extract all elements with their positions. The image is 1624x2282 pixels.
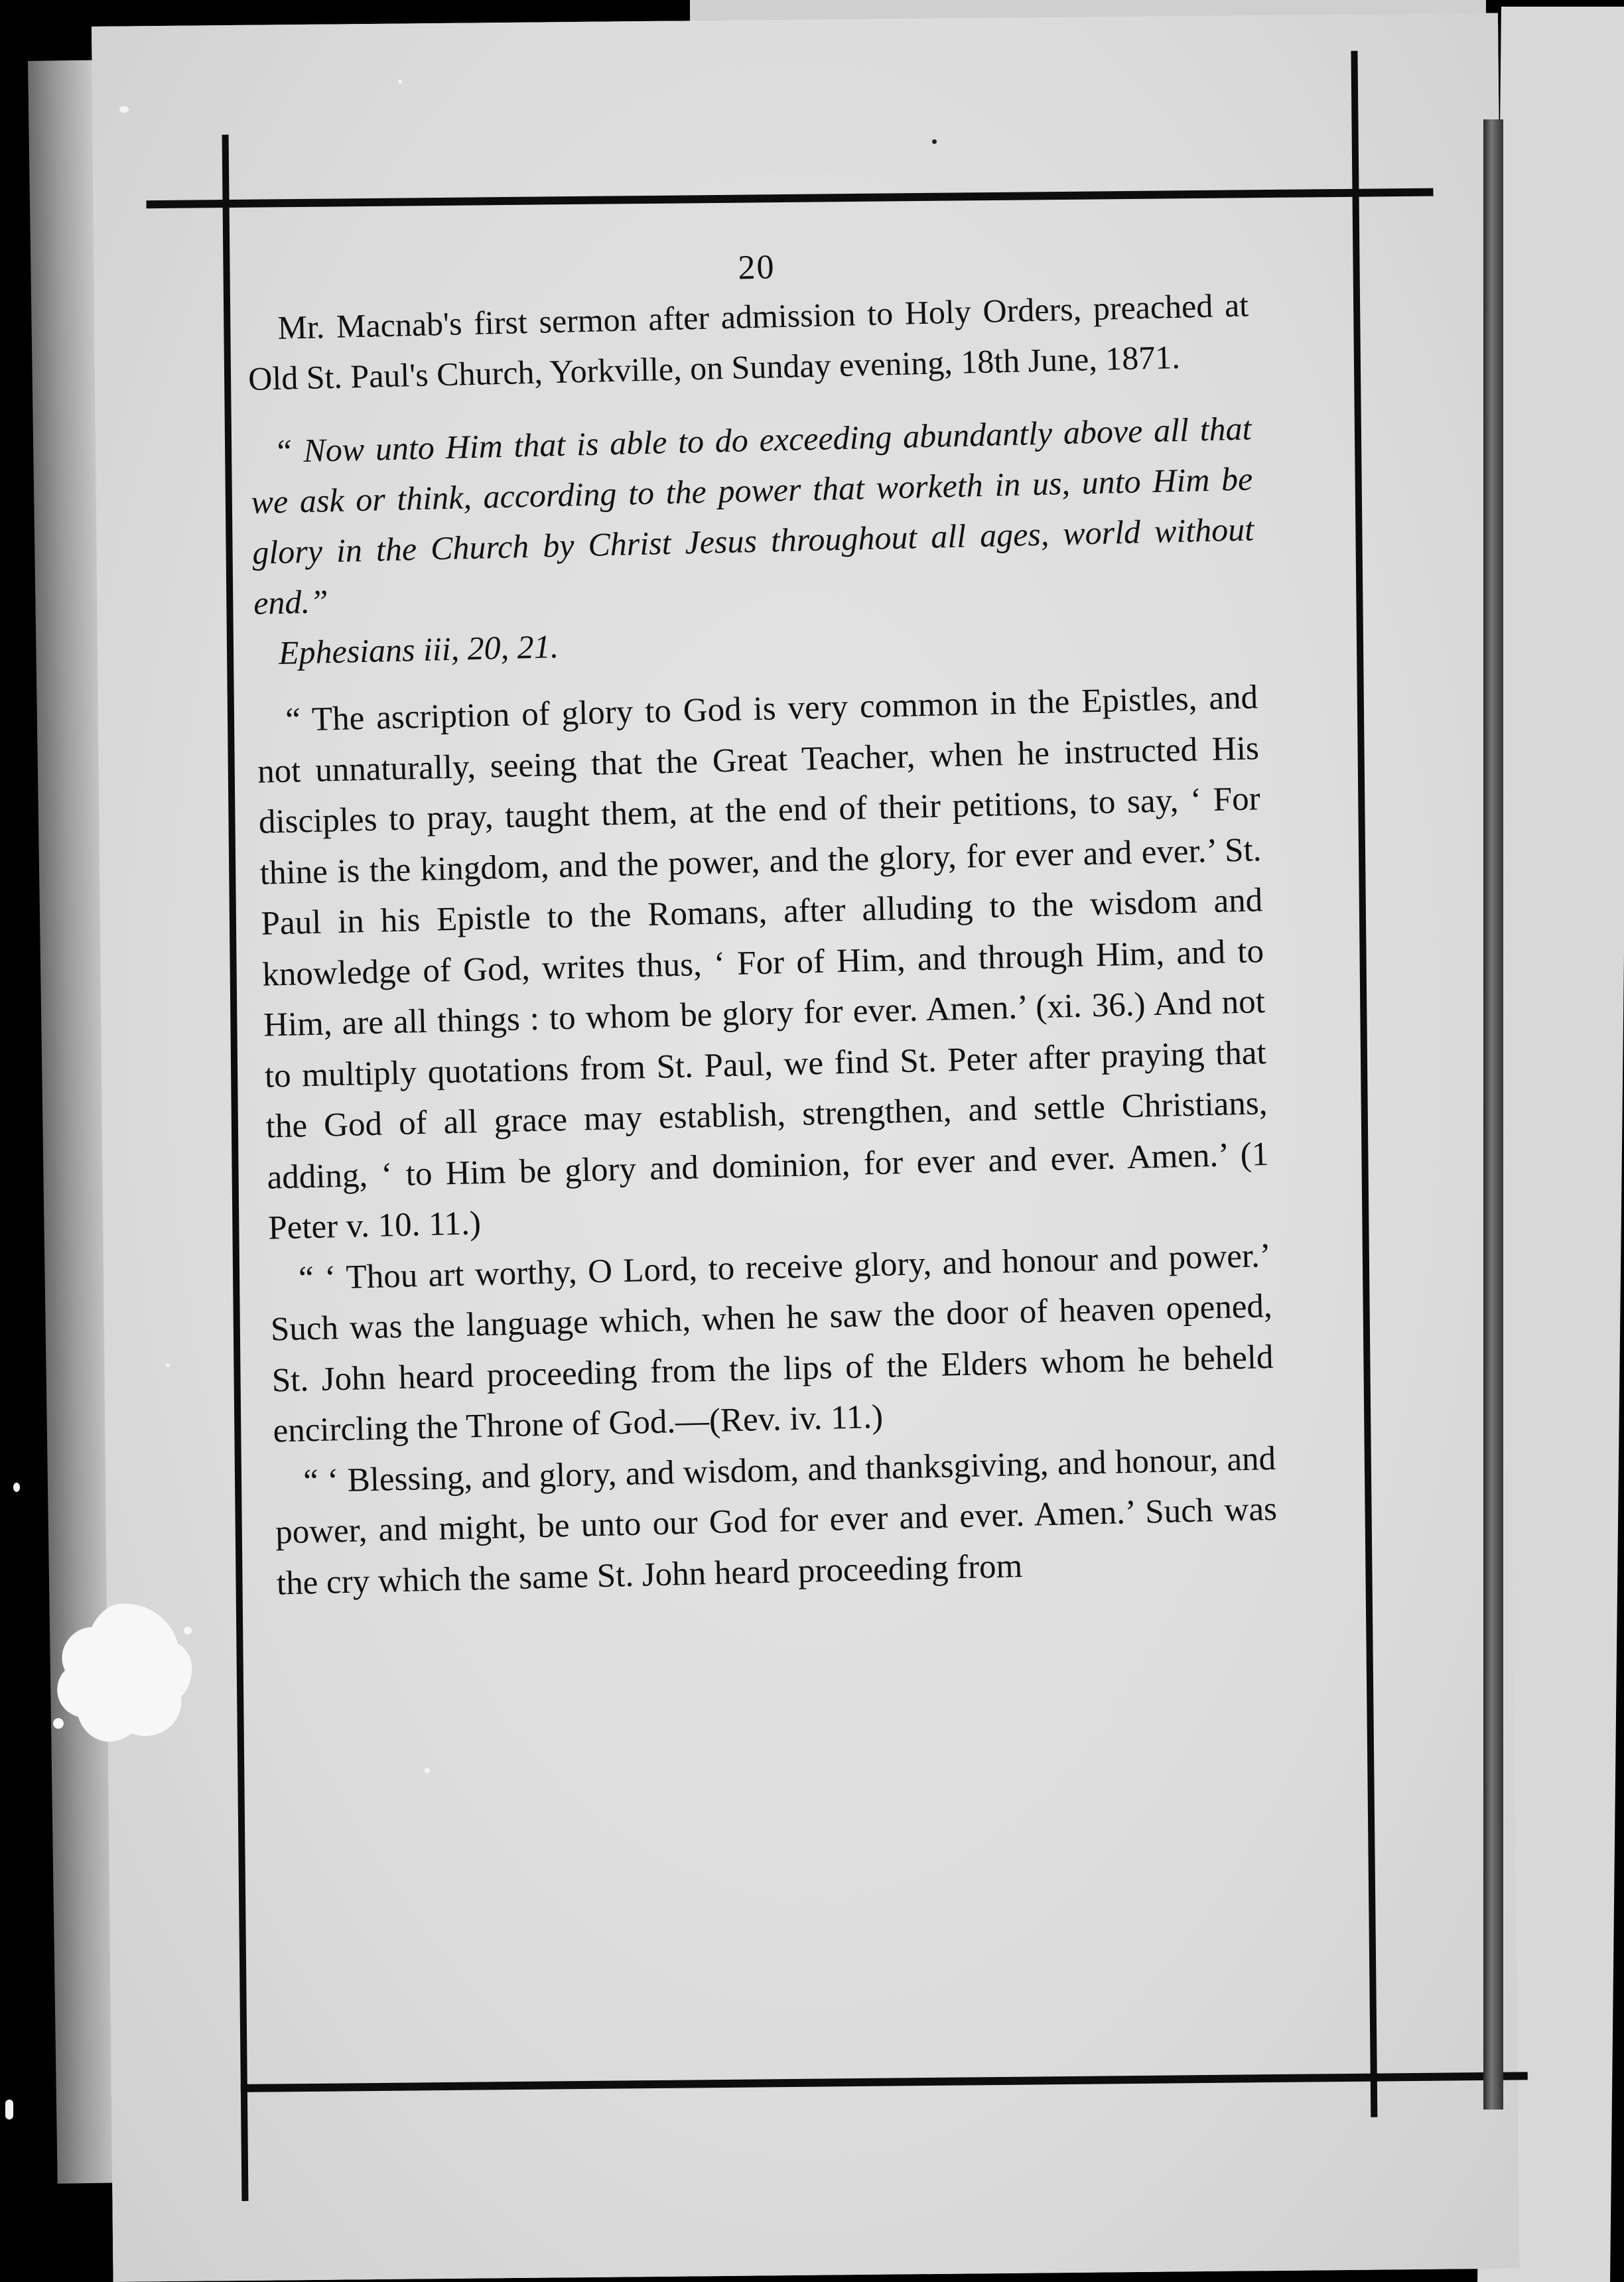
scripture-epigraph [249,403,1257,678]
paper-damage-blot [38,1591,204,1757]
dust-speck [398,80,402,84]
dust-speck [119,106,129,113]
page-gutter-shadow [1483,119,1503,2110]
page-number: 20 [737,248,776,287]
page-text [245,236,1279,1609]
body-paragraph-2: “ ‘ Thou art worthy, O Lord, to receive glory, and honour and power.’ Such was the language which, when he saw the door of heaven opened, St. John heard proceeding from the lips of the Elders whom he beheld encircling the Throne of God.—(Rev. iv. 11.) [270,1237,1274,1450]
dust-speck [932,139,937,144]
dust-speck [166,1363,170,1367]
dust-speck [5,2100,13,2119]
epigraph-text: “ Now unto Him that is able to do exceeding abundantly above all that we ask or think, according to the power that worketh in us, unto Him be glory in the Church by Christ Jesus throughout all ages, world without end.” [250,409,1254,622]
dust-speck [425,1768,430,1773]
sermon-heading: Mr. Macnab's first sermon after admission to Holy Orders, preached at Old St. Paul's Church, Yorkville, on Sunday evening, 18th June, 1871. [247,286,1249,397]
epigraph-reference: Ephesians iii, 20, 21. [278,628,559,671]
body-paragraph-3: “ ‘ Blessing, and glory, and wisdom, and thanksgiving, and honour, and power, and might, be unto our God for ever and ever. Amen.’ Such was the cry which the same St. John heard proceeding from [275,1440,1278,1602]
dust-speck [13,1483,20,1492]
body-paragraph-1: “ The ascription of glory to God is very common in the Epistles, and not unnaturally, seeing that the Great Teacher, when he instructed His disciples to pray, taught them, at the end of their petitions, to say, ‘ For thine is the kingdom, and the power, and the glory, for ever and ever.’ St. Paul in his Epistle to the Romans, after alluding to the wisdom and knowledge of God, writes thus, ‘ For of Him, and through Him, and to Him, are all things : to whom be glory for ever. Amen.’ (xi. 36.) And not to multiply quotations from St. Paul, we find St. Peter after praying that the God of all grace may establish, strengthen, and settle Christians, adding, ‘ to Him be glory and dominion, for ever and ever. Amen.’ (1 Peter v. 10. 11.) [257,679,1269,1247]
